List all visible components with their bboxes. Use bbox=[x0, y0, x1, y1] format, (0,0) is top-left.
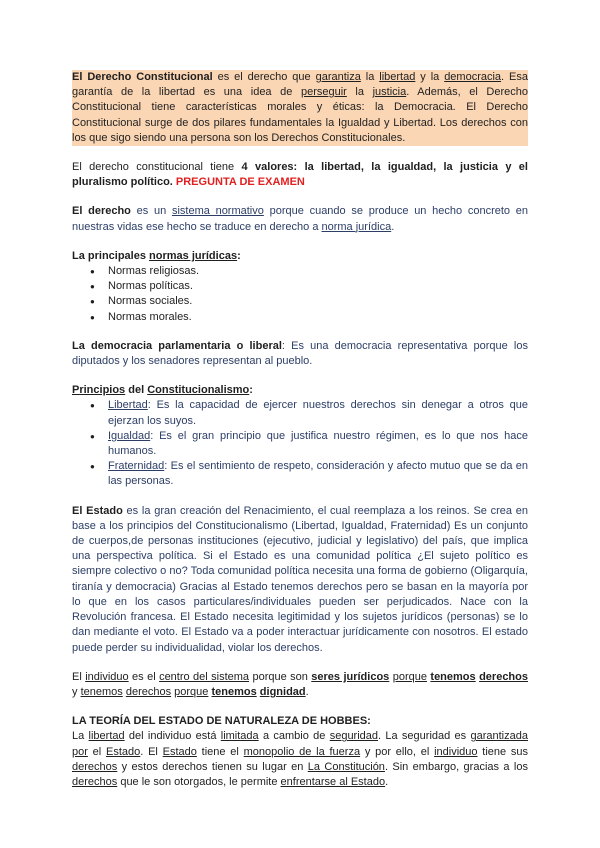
paragraph-el-derecho bbox=[72, 204, 528, 234]
term: normas jurídicas bbox=[149, 249, 238, 262]
text: del bbox=[125, 384, 148, 397]
text: : Es una democracia representativa porque los diputados y los senadores representan al pueblo. bbox=[72, 339, 528, 368]
term: La democracia parlamentaria o liberal bbox=[72, 339, 282, 352]
term: libertad bbox=[88, 730, 125, 743]
heading-principios bbox=[72, 383, 528, 398]
paragraph-hobbes bbox=[72, 729, 528, 790]
link[interactable]: sistema normativo bbox=[171, 205, 264, 218]
text: . Esa garantía de la libertad es una idea de bbox=[72, 71, 528, 99]
term: Principios bbox=[72, 384, 126, 397]
text: . Además, el Derecho Constitucional tiene características morales y éticas: la Democracia. El Derecho Constitucional surge de dos pilares fundamentales la Igualdad y Libertad. Los derechos con los que sigo siendo una persona son los Derechos Constitucionales. bbox=[72, 86, 528, 144]
text: y por ello, el bbox=[360, 745, 435, 758]
text: La principales bbox=[72, 249, 150, 262]
term: La Constitución bbox=[307, 760, 385, 773]
term: derechos bbox=[72, 775, 118, 788]
term: derechos bbox=[125, 685, 172, 698]
term: Constitucionalismo bbox=[147, 384, 250, 397]
term: tenemos bbox=[80, 685, 123, 698]
text: : Es el sentimiento de respeto, consideración y afecto mutuo que se da en las personas. bbox=[108, 460, 528, 488]
text: . La seguridad es bbox=[378, 730, 471, 743]
paragraph-valores bbox=[72, 160, 528, 190]
term: centro del sistema bbox=[159, 670, 250, 683]
heading-hobbes: LA TEORÍA DEL ESTADO DE NATURALEZA DE HOBBES: bbox=[72, 715, 371, 728]
document-content bbox=[72, 70, 528, 790]
term: democracia bbox=[444, 71, 502, 83]
term: El Derecho Constitucional bbox=[72, 71, 213, 83]
term: tenemos bbox=[430, 670, 476, 683]
term: limitada bbox=[220, 730, 259, 743]
term: derechos bbox=[72, 760, 118, 773]
term: seguridad bbox=[329, 730, 379, 743]
term: El derecho bbox=[72, 205, 131, 218]
term: porque bbox=[392, 670, 427, 683]
text: tiene sus bbox=[477, 745, 529, 758]
exam-note: PREGUNTA DE EXAMEN bbox=[175, 176, 305, 189]
text: y la bbox=[415, 71, 445, 83]
term: 4 valores: la libertad, la igualdad, la justicia y el pluralismo político. bbox=[72, 161, 528, 189]
text: y bbox=[72, 685, 81, 698]
text: . bbox=[305, 685, 309, 698]
term: Libertad bbox=[108, 399, 148, 412]
paragraph-derecho-constitucional bbox=[72, 70, 528, 146]
text: es la gran creación del Renacimiento, el cual reemplaza a los reinos. Se crea en base a los principios del Constitucionalismo (Libertad, Igualdad, Fraternidad) Es un conjunto de cuerpos,de personas instituciones (ejecutivo, judicial y legislativo) del país, que implica una perspectiva política. Si el Estado es una comunidad política ¿El sujeto político es siempre colectivo o no? Toda comunidad política necesita una forma de gobierno (Oligarquía, tiranía y democracia) Gracias al Estado tenemos derechos pero se basan en la mayoría por lo que en los casos particulares/individuales pueden ser perjudicados. Nace con la Revolución francesa. El Estado necesita legitimidad y los sujetos jurídicos (personas) se lo dan mediante el voto. El Estado va a poder interactuar jurídicamente con nosotros. El estado puede perder su individualidad, violar los derechos. bbox=[72, 504, 528, 654]
text: que le son otorgados, le permite bbox=[117, 775, 281, 788]
text: es el bbox=[128, 670, 160, 683]
text: La bbox=[72, 730, 89, 743]
term: perseguir bbox=[300, 86, 347, 99]
term: Fraternidad bbox=[108, 460, 165, 473]
term: seres jurídicos bbox=[311, 670, 390, 683]
text: a cambio de bbox=[258, 730, 330, 743]
text: . bbox=[385, 775, 389, 788]
text: la bbox=[346, 86, 373, 99]
text: : Es el gran principio que justifica nuestro régimen, es lo que nos hace humanos. bbox=[108, 429, 528, 458]
list-item bbox=[72, 429, 528, 459]
principios-list bbox=[72, 398, 528, 489]
text: del individuo está bbox=[124, 730, 221, 743]
term: dignidad bbox=[259, 685, 306, 698]
paragraph-democracia bbox=[72, 339, 528, 369]
term: garantiza bbox=[315, 71, 361, 83]
list-item: ● Normas sociales. bbox=[72, 294, 528, 309]
text: : bbox=[249, 384, 253, 397]
term: garantizada bbox=[470, 730, 528, 743]
text: es un bbox=[130, 205, 172, 218]
term: justicia bbox=[372, 86, 407, 99]
term: Estado bbox=[162, 745, 197, 758]
text: El bbox=[72, 670, 86, 683]
text: . Sin embargo, gracias a los bbox=[384, 760, 528, 773]
normas-list bbox=[72, 264, 528, 325]
heading-normas bbox=[72, 249, 528, 264]
term: individuo bbox=[434, 745, 478, 758]
text: porque son bbox=[249, 670, 312, 683]
text: tiene el bbox=[196, 745, 244, 758]
text: . El bbox=[140, 745, 163, 758]
paragraph-el-estado bbox=[72, 504, 528, 656]
text: . bbox=[391, 220, 395, 233]
term: tenemos bbox=[211, 685, 257, 698]
list-item bbox=[72, 398, 528, 428]
text: la bbox=[360, 71, 380, 83]
list-item bbox=[72, 459, 528, 489]
paragraph-individuo bbox=[72, 670, 528, 700]
text: porque cuando se produce un hecho concreto en nuestras vidas ese hecho se traduce en derecho a bbox=[72, 205, 528, 233]
term: enfrentarse al Estado bbox=[280, 775, 386, 788]
list-item: ● Normas religiosas. bbox=[72, 264, 528, 279]
text: : Es la capacidad de ejercer nuestros derechos sin denegar a otros que ejerzan los suyos. bbox=[108, 399, 528, 427]
term: individuo bbox=[85, 670, 129, 683]
term: derechos bbox=[479, 670, 528, 683]
term: por bbox=[72, 745, 88, 758]
term: porque bbox=[174, 685, 209, 698]
term: libertad bbox=[379, 71, 416, 83]
term: monopolio de la fuerza bbox=[243, 745, 361, 758]
text: el bbox=[87, 745, 107, 758]
list-item: ● Normas políticas. bbox=[72, 279, 528, 294]
link[interactable]: norma jurídica bbox=[321, 220, 392, 233]
text: El derecho constitucional tiene bbox=[72, 161, 242, 174]
term: Igualdad bbox=[108, 429, 151, 442]
text: es el derecho que bbox=[212, 71, 316, 83]
list-item: ● Normas morales. bbox=[72, 310, 528, 325]
text: : bbox=[237, 249, 241, 262]
term: Estado bbox=[106, 745, 141, 758]
text: y estos derechos tienen su lugar en bbox=[117, 760, 308, 773]
term: El Estado bbox=[72, 504, 123, 517]
